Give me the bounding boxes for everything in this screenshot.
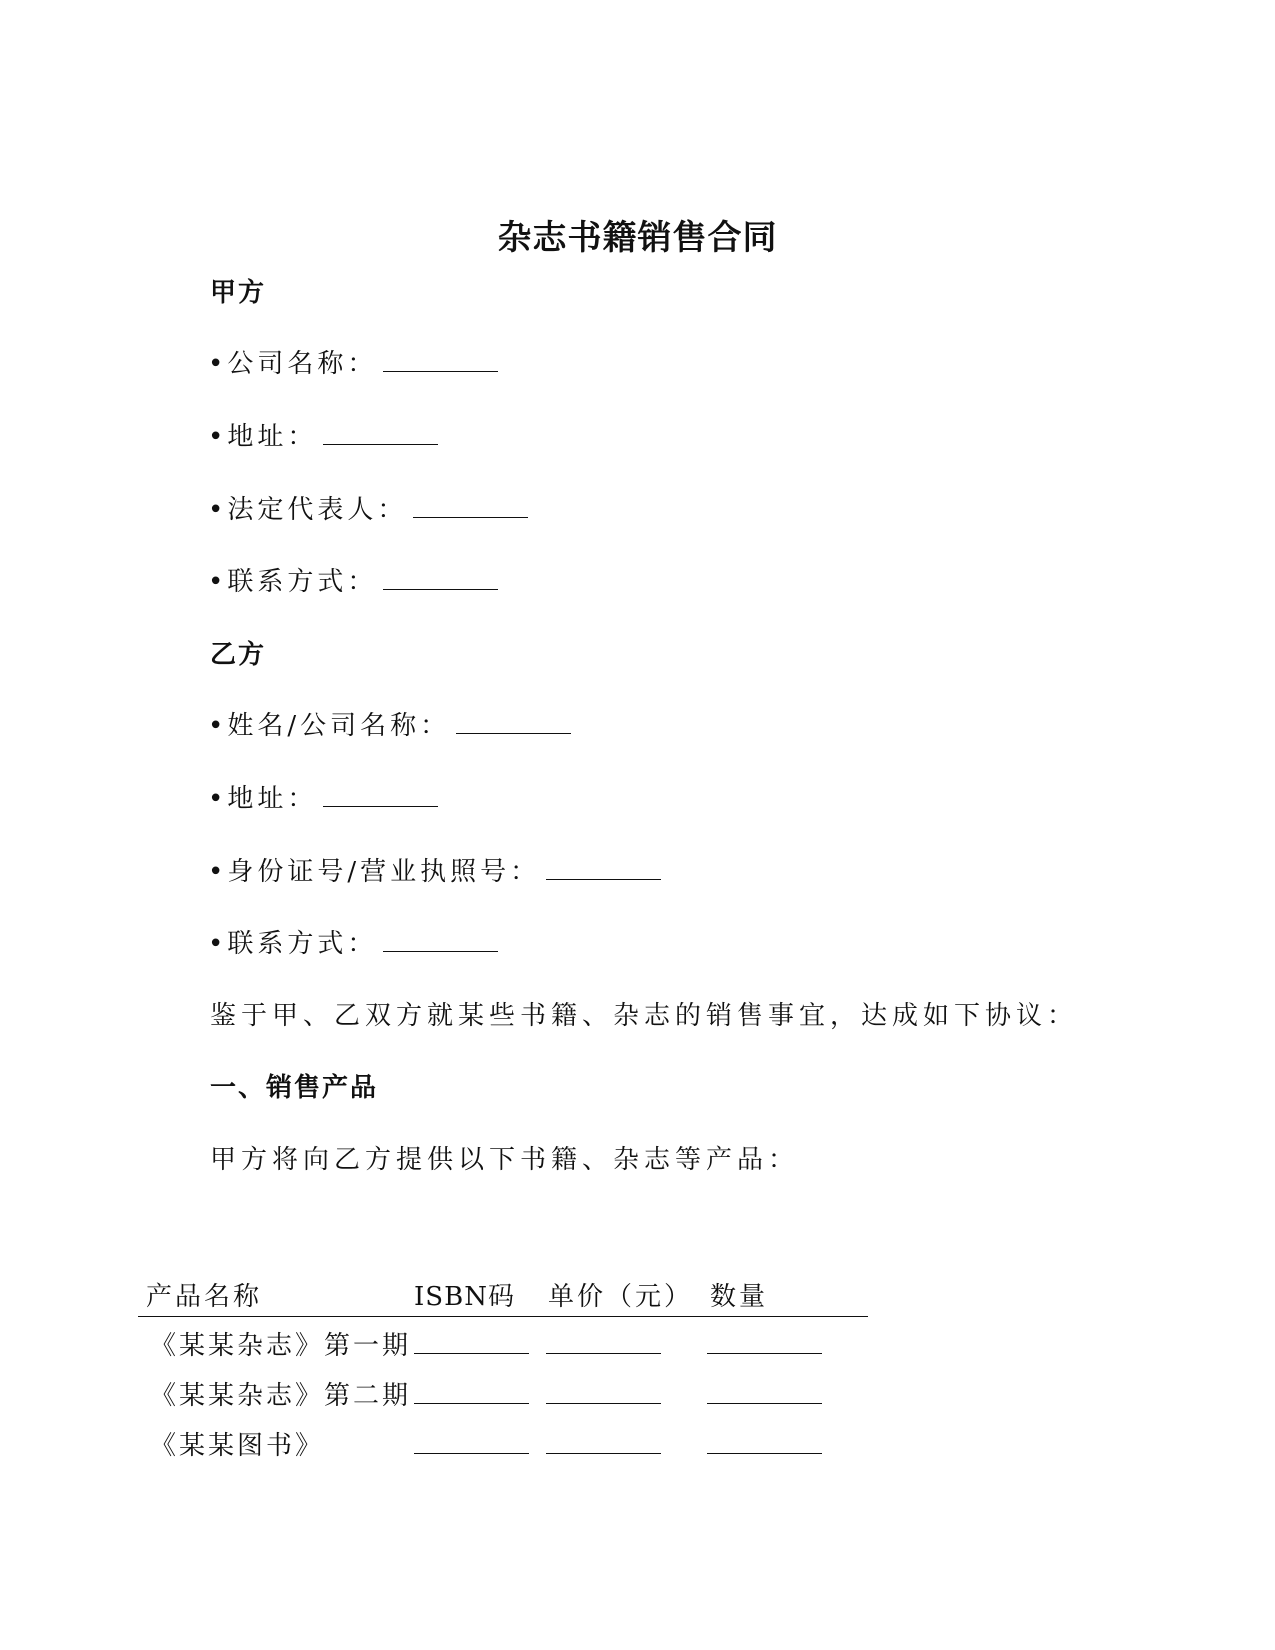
unit-price-blank[interactable]: [546, 1379, 661, 1404]
bullet: •: [208, 567, 224, 597]
fill-in-blank[interactable]: [383, 349, 498, 372]
column-header-product-name: 产品名称: [146, 1282, 263, 1312]
party-b-heading: 乙方: [210, 640, 267, 670]
isbn-blank[interactable]: [414, 1429, 529, 1454]
party-a-address-field: [208, 416, 438, 453]
field-label: 联系方式：: [227, 567, 378, 597]
field-label: 联系方式：: [227, 929, 378, 959]
bullet: •: [208, 422, 224, 452]
unit-price-blank[interactable]: [546, 1429, 661, 1454]
table-row: [138, 1367, 868, 1417]
fill-in-blank[interactable]: [413, 495, 528, 518]
party-a-heading: 甲方: [210, 278, 267, 308]
party-a-contact-field: [208, 561, 498, 598]
party-a-company-name-field: [208, 343, 498, 380]
product-name-cell: 《某某图书》: [150, 1431, 325, 1461]
fill-in-blank[interactable]: [456, 711, 571, 734]
field-label: 法定代表人：: [227, 495, 408, 525]
isbn-blank[interactable]: [414, 1379, 529, 1404]
table-row: [138, 1417, 868, 1467]
bullet: •: [208, 711, 224, 741]
fill-in-blank[interactable]: [546, 857, 661, 880]
product-name-cell: 《某某杂志》第二期: [150, 1381, 412, 1411]
bullet: •: [208, 495, 224, 525]
bullet: •: [208, 929, 224, 959]
fill-in-blank[interactable]: [383, 929, 498, 952]
party-b-id-field: [208, 851, 661, 888]
table-header-row: [138, 1270, 868, 1317]
party-b-address-field: [208, 778, 438, 815]
party-a-legal-rep-field: [208, 489, 528, 526]
quantity-blank[interactable]: [707, 1379, 822, 1404]
column-header-quantity: 数量: [710, 1282, 769, 1312]
isbn-blank[interactable]: [414, 1329, 529, 1354]
section-1-intro: 甲方将向乙方提供以下书籍、杂志等产品：: [210, 1145, 800, 1175]
product-table: [138, 1270, 868, 1467]
field-label: 地址：: [227, 422, 318, 452]
column-header-isbn: ISBN码: [414, 1282, 515, 1312]
field-label: 身份证号/营业执照号：: [227, 857, 541, 887]
bullet: •: [208, 857, 224, 887]
fill-in-blank[interactable]: [323, 784, 438, 807]
quantity-blank[interactable]: [707, 1329, 822, 1354]
fill-in-blank[interactable]: [323, 422, 438, 445]
section-1-heading: 一、销售产品: [210, 1073, 379, 1103]
party-b-contact-field: [208, 923, 498, 960]
field-label: 地址：: [227, 784, 318, 814]
field-label: 公司名称：: [227, 349, 378, 379]
product-name-cell: 《某某杂志》第一期: [150, 1331, 412, 1361]
bullet: •: [208, 349, 224, 379]
fill-in-blank[interactable]: [383, 567, 498, 590]
preamble-paragraph: 鉴于甲、乙双方就某些书籍、杂志的销售事宜，达成如下协议：: [210, 1001, 1079, 1031]
quantity-blank[interactable]: [707, 1429, 822, 1454]
bullet: •: [208, 784, 224, 814]
unit-price-blank[interactable]: [546, 1329, 661, 1354]
table-row: [138, 1317, 868, 1367]
party-b-name-field: [208, 705, 571, 742]
field-label: 姓名/公司名称：: [227, 711, 451, 741]
column-header-unit-price: 单价（元）: [548, 1282, 694, 1312]
document-title: 杂志书籍销售合同: [497, 218, 778, 258]
